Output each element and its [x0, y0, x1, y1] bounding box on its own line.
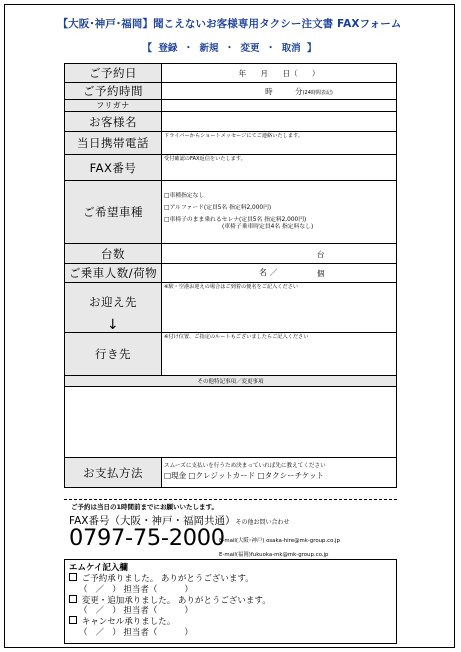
fax-label: FAX番号: [65, 155, 162, 181]
row-remarks: [65, 387, 397, 458]
row-fax: [65, 155, 397, 181]
count-field[interactable]: [162, 244, 397, 264]
row-date: [65, 64, 397, 83]
time-format-note: (24時間表記): [302, 89, 333, 96]
remarks-field[interactable]: [65, 387, 397, 458]
row-passengers: [65, 264, 397, 283]
time-placeholder: 時 分: [265, 86, 303, 96]
row-remarks-header: [65, 376, 397, 387]
email-fukuoka: E-mail(福岡)fukuoka-mk@mk-group.co.jp: [219, 552, 329, 558]
mk-row-confirmed-staff: （ ／ ） 担当者（ ）: [79, 584, 193, 595]
arrow-down-icon: ↓: [106, 317, 120, 333]
fax-contact-suffix: その他お問い合わせ: [235, 519, 290, 526]
payment-note: スムーズに支払いを行うため決まっていれば先に教えてください: [164, 463, 326, 469]
vehicle-option-serena-note: (車椅子乗車時定員4名 指定料なし): [222, 224, 314, 231]
mk-row-changed-text: 変更・追加承りました。 ありがとうございます。: [81, 595, 271, 606]
destination-label: 行き先: [65, 333, 162, 376]
time-label: ご予約時間: [65, 83, 162, 100]
form-subtitle: 【 登録 ・ 新規 ・ 変更 ・ 取消 】: [142, 43, 317, 54]
row-furigana: [65, 100, 397, 112]
mk-row-cancelled-text: キャンセル承りました。: [81, 617, 176, 628]
payment-options[interactable]: □現金 □クレジットカード □タクシーチケット: [164, 471, 324, 480]
pickup-label: [65, 283, 162, 333]
name-field[interactable]: [162, 112, 397, 132]
email-osaka: E-mail(大阪･神戸) osaka-hire@mk-group.co.jp: [219, 538, 340, 544]
mobile-field[interactable]: [162, 132, 397, 155]
row-pickup: [65, 283, 397, 333]
destination-field[interactable]: [162, 333, 397, 376]
mk-row-cancelled: [69, 616, 392, 627]
vehicle-option-serena[interactable]: □車椅子のまま乗れるセレナ(定員5名 指定料2,000円): [164, 217, 307, 223]
payment-field[interactable]: [162, 458, 397, 488]
destination-note: ※付け位置、ご指定のルートもございましたらご記入ください: [164, 334, 309, 340]
mk-row-confirmed: [69, 573, 392, 584]
date-placeholder: 年 月 日（ ）: [238, 68, 320, 78]
pickup-field[interactable]: [162, 283, 397, 333]
form-title: 【大阪･神戸･福岡】聞こえないお客様専用タクシー注文書 FAXフォーム: [57, 18, 402, 30]
mk-box-title: エムケイ記入欄: [69, 563, 128, 573]
passengers-label: ご乗車人数/荷物: [65, 264, 162, 283]
people-unit: 名 ／: [259, 268, 278, 277]
mk-row-confirmed-text: ご予約承りました。 ありがとうございます。: [81, 574, 254, 585]
mobile-note: ドライバーからショートメッセージにてご連絡いたします。: [164, 133, 303, 139]
vehicle-option-none[interactable]: □車種指定なし: [164, 192, 205, 199]
deadline-note: ご予約は当日の1時間前までにお願いいたします。: [71, 503, 219, 511]
pickup-note: ※駅・空港お迎えの場合はご到着の便名をご記入ください: [164, 284, 299, 290]
count-label: 台数: [65, 244, 162, 264]
mk-office-use-box: [64, 559, 397, 644]
checkbox-cancelled[interactable]: [69, 616, 77, 624]
furigana-field[interactable]: [162, 100, 397, 112]
mk-row-cancelled-staff: （ ／ ） 担当者（ ）: [79, 627, 193, 638]
remarks-label: その他特記事項／変更事項: [65, 376, 397, 387]
fax-note: 受付確認のFAX返信をいたします。: [164, 156, 246, 162]
vehicle-field[interactable]: [162, 181, 397, 244]
fax-number: 0797-75-2000: [69, 525, 225, 551]
fax-order-form: [4, 4, 455, 648]
luggage-unit: 個: [317, 269, 325, 278]
vehicle-label: ご希望車種: [65, 181, 162, 244]
vehicle-options: [162, 193, 396, 232]
mk-row-changed-staff: （ ／ ） 担当者（ ）: [79, 606, 193, 617]
furigana-label: フリガナ: [65, 100, 162, 112]
row-mobile: [65, 132, 397, 155]
pickup-label-text: お迎え先: [89, 295, 137, 309]
checkbox-changed[interactable]: [69, 595, 77, 603]
row-time: [65, 83, 397, 100]
row-count: [65, 244, 397, 264]
row-destination: [65, 333, 397, 376]
vehicle-option-alphard[interactable]: □アルファード(定員5名 指定料2,000円): [164, 204, 272, 211]
mobile-label: 当日携帯電話: [65, 132, 162, 155]
order-table: [64, 63, 397, 488]
date-label: ご予約日: [65, 64, 162, 83]
count-unit: 台: [317, 250, 325, 259]
checkbox-confirmed[interactable]: [69, 573, 77, 581]
time-field[interactable]: [162, 83, 397, 100]
row-name: [65, 112, 397, 132]
payment-label: お支払方法: [65, 458, 162, 488]
row-payment: [65, 458, 397, 488]
row-vehicle: [65, 181, 397, 244]
fax-field[interactable]: [162, 155, 397, 181]
passengers-field[interactable]: [162, 264, 397, 283]
name-label: お客様名: [65, 112, 162, 132]
mk-row-changed: [69, 595, 392, 606]
date-field[interactable]: [162, 64, 397, 83]
dashed-divider: [64, 499, 397, 500]
fax-contact-title: FAX番号（大阪・神戸・福岡共通）: [69, 515, 236, 527]
